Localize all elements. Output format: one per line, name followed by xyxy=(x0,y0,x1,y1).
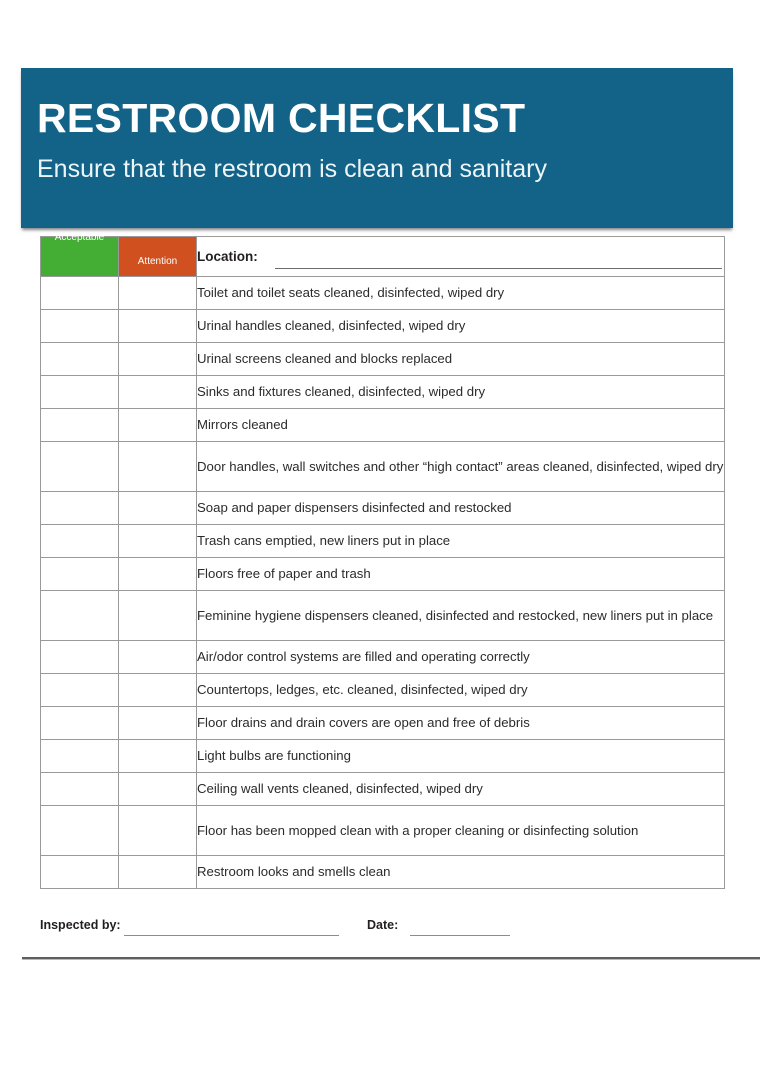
acceptable-checkbox-cell[interactable] xyxy=(41,641,119,674)
table-row xyxy=(41,707,725,740)
task-description: Air/odor control systems are filled and operating correctly xyxy=(197,641,725,674)
attention-checkbox-cell[interactable] xyxy=(119,674,197,707)
acceptable-checkbox-cell[interactable] xyxy=(41,558,119,591)
attention-checkbox-cell[interactable] xyxy=(119,310,197,343)
table-row xyxy=(41,442,725,492)
date-label: Date: xyxy=(367,918,399,932)
attention-checkbox-cell[interactable] xyxy=(119,591,197,641)
acceptable-checkbox-cell[interactable] xyxy=(41,707,119,740)
attention-checkbox-cell[interactable] xyxy=(119,773,197,806)
table-row xyxy=(41,806,725,856)
task-description: Sinks and fixtures cleaned, disinfected, wiped dry xyxy=(197,376,725,409)
page-bottom-divider xyxy=(22,957,760,959)
page-title: RESTROOM CHECKLIST xyxy=(37,95,526,141)
table-row xyxy=(41,376,725,409)
attention-checkbox-cell[interactable] xyxy=(119,641,197,674)
task-description: Door handles, wall switches and other “high contact” areas cleaned, disinfected, wiped dry xyxy=(197,442,725,492)
column-header-attention-label: Attention xyxy=(137,256,178,267)
table-row xyxy=(41,409,725,442)
table-row xyxy=(41,773,725,806)
task-description: Mirrors cleaned xyxy=(197,409,725,442)
location-input-rule[interactable] xyxy=(275,268,722,269)
acceptable-checkbox-cell[interactable] xyxy=(41,591,119,641)
attention-checkbox-cell[interactable] xyxy=(119,277,197,310)
task-description: Toilet and toilet seats cleaned, disinfected, wiped dry xyxy=(197,277,725,310)
task-description: Restroom looks and smells clean xyxy=(197,856,725,889)
column-header-acceptable-label: Acceptable xyxy=(54,232,105,243)
checklist-sheet xyxy=(40,232,724,889)
acceptable-checkbox-cell[interactable] xyxy=(41,492,119,525)
table-row xyxy=(41,674,725,707)
acceptable-checkbox-cell[interactable] xyxy=(41,806,119,856)
table-row xyxy=(41,591,725,641)
task-description: Urinal screens cleaned and blocks replaced xyxy=(197,343,725,376)
acceptable-checkbox-cell[interactable] xyxy=(41,525,119,558)
table-row xyxy=(41,558,725,591)
table-header-row xyxy=(41,237,725,277)
acceptable-checkbox-cell[interactable] xyxy=(41,856,119,889)
document-header-banner xyxy=(21,68,733,228)
attention-checkbox-cell[interactable] xyxy=(119,343,197,376)
attention-checkbox-cell[interactable] xyxy=(119,492,197,525)
attention-checkbox-cell[interactable] xyxy=(119,409,197,442)
acceptable-checkbox-cell[interactable] xyxy=(41,674,119,707)
attention-checkbox-cell[interactable] xyxy=(119,856,197,889)
task-description: Soap and paper dispensers disinfected and restocked xyxy=(197,492,725,525)
attention-checkbox-cell[interactable] xyxy=(119,707,197,740)
checklist-table xyxy=(40,232,725,889)
location-label: Location: xyxy=(197,248,258,264)
date-input-rule[interactable] xyxy=(410,935,510,936)
table-row xyxy=(41,641,725,674)
task-description: Countertops, ledges, etc. cleaned, disinfected, wiped dry xyxy=(197,674,725,707)
table-row xyxy=(41,277,725,310)
attention-checkbox-cell[interactable] xyxy=(119,806,197,856)
column-header-attention xyxy=(119,237,197,277)
attention-checkbox-cell[interactable] xyxy=(119,740,197,773)
table-row xyxy=(41,343,725,376)
location-field[interactable] xyxy=(197,237,725,277)
acceptable-checkbox-cell[interactable] xyxy=(41,409,119,442)
acceptable-checkbox-cell[interactable] xyxy=(41,310,119,343)
table-row xyxy=(41,856,725,889)
attention-checkbox-cell[interactable] xyxy=(119,525,197,558)
task-description: Feminine hygiene dispensers cleaned, disinfected and restocked, new liners put in place xyxy=(197,591,725,641)
task-description: Floors free of paper and trash xyxy=(197,558,725,591)
acceptable-checkbox-cell[interactable] xyxy=(41,277,119,310)
table-row xyxy=(41,492,725,525)
task-description: Light bulbs are functioning xyxy=(197,740,725,773)
attention-checkbox-cell[interactable] xyxy=(119,442,197,492)
acceptable-checkbox-cell[interactable] xyxy=(41,442,119,492)
attention-checkbox-cell[interactable] xyxy=(119,376,197,409)
acceptable-checkbox-cell[interactable] xyxy=(41,343,119,376)
acceptable-checkbox-cell[interactable] xyxy=(41,773,119,806)
task-description: Floor drains and drain covers are open and free of debris xyxy=(197,707,725,740)
task-description: Urinal handles cleaned, disinfected, wiped dry xyxy=(197,310,725,343)
footer-signature-area xyxy=(40,918,740,940)
table-row xyxy=(41,525,725,558)
inspected-by-label: Inspected by: xyxy=(40,918,121,932)
table-row xyxy=(41,310,725,343)
table-row xyxy=(41,740,725,773)
page-subtitle: Ensure that the restroom is clean and sanitary xyxy=(37,154,547,183)
acceptable-checkbox-cell[interactable] xyxy=(41,376,119,409)
column-header-acceptable xyxy=(41,232,119,277)
inspected-by-input-rule[interactable] xyxy=(124,935,339,936)
acceptable-checkbox-cell[interactable] xyxy=(41,740,119,773)
task-description: Floor has been mopped clean with a proper cleaning or disinfecting solution xyxy=(197,806,725,856)
task-description: Trash cans emptied, new liners put in place xyxy=(197,525,725,558)
task-description: Ceiling wall vents cleaned, disinfected, wiped dry xyxy=(197,773,725,806)
attention-checkbox-cell[interactable] xyxy=(119,558,197,591)
